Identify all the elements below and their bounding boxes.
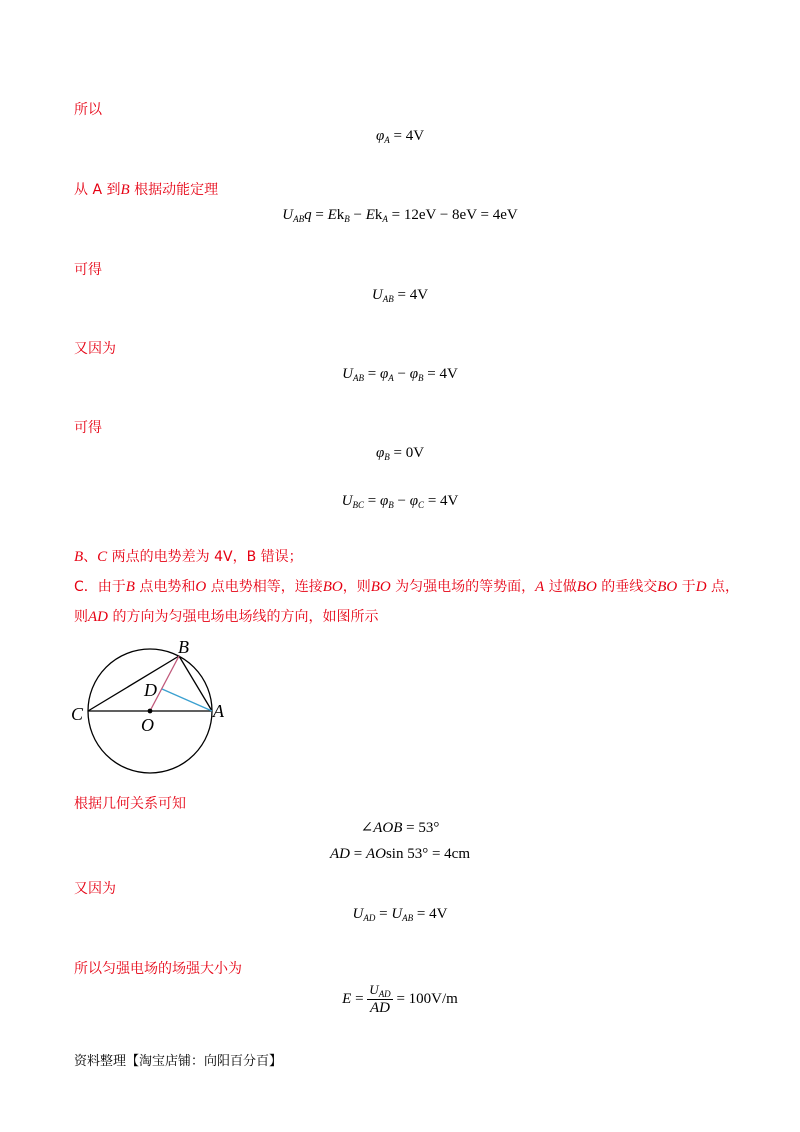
text-line-4: 又因为: [74, 341, 116, 357]
equation-9: $U_{AD} = U_{AB} = 4V$: [352, 906, 448, 923]
text-line-11: 所以匀强电场的场强大小为: [74, 961, 242, 977]
text-line-7: C．由于B 点电势和O 点电势相等，连接BO，则BO 为匀强电场的等势面，A 过做BO 的垂线交BO 于D 点，: [74, 579, 739, 595]
fraction: $\frac{U_{AD}}{AD}$: [369, 982, 391, 1016]
equation-1: $\varphi_A = 4V$: [375, 128, 425, 145]
label-d: D: [144, 680, 157, 700]
equation-2: $U_{AB}q = Ek_B - Ek_A = 12eV - 8eV = 4eV$: [282, 207, 518, 224]
text-line-6: B、C 两点的电势差为 4V，B 错误；: [74, 549, 303, 565]
equation-3: $U_{AB} = 4V$: [371, 287, 429, 304]
equation-5: $\varphi_B = 0V$: [375, 445, 425, 462]
text-line-8: 则AD 的方向为匀强电场电场线的方向，如图所示: [74, 609, 379, 625]
text-line-2: 从 A 到B 根据动能定理: [74, 182, 219, 198]
equation-7: ∠AOB = 53°: [360, 820, 440, 836]
chord-ba: [179, 656, 212, 711]
equation-6: $U_{BC} = \varphi_B - \varphi_C = 4V$: [341, 493, 459, 510]
segment-ad: [162, 689, 212, 711]
text-line-10: 又因为: [74, 881, 116, 897]
text-line-9: 根据几何关系可知: [74, 796, 186, 812]
geometry-figure: [60, 632, 260, 782]
text-line-1: 所以: [74, 102, 102, 118]
text-line-5: 可得: [74, 420, 102, 436]
chord-cb: [88, 656, 179, 711]
text-line-3: 可得: [74, 262, 102, 278]
label-c: C: [71, 704, 84, 724]
label-b: B: [178, 637, 189, 657]
equation-8: AD = AOsin 53° = 4cm: [329, 846, 470, 862]
center-point-o: [148, 709, 153, 714]
label-o: O: [141, 715, 154, 735]
label-a: A: [213, 701, 224, 721]
equation-10: E = $\frac{U_{AD}}{AD}$ = 100V/m: [342, 982, 458, 1016]
equation-4: $U_{AB} = \varphi_A - \varphi_B = 4V$: [342, 366, 458, 383]
footer-source: 资料整理【淘宝店铺：向阳百分百】: [74, 1054, 283, 1069]
